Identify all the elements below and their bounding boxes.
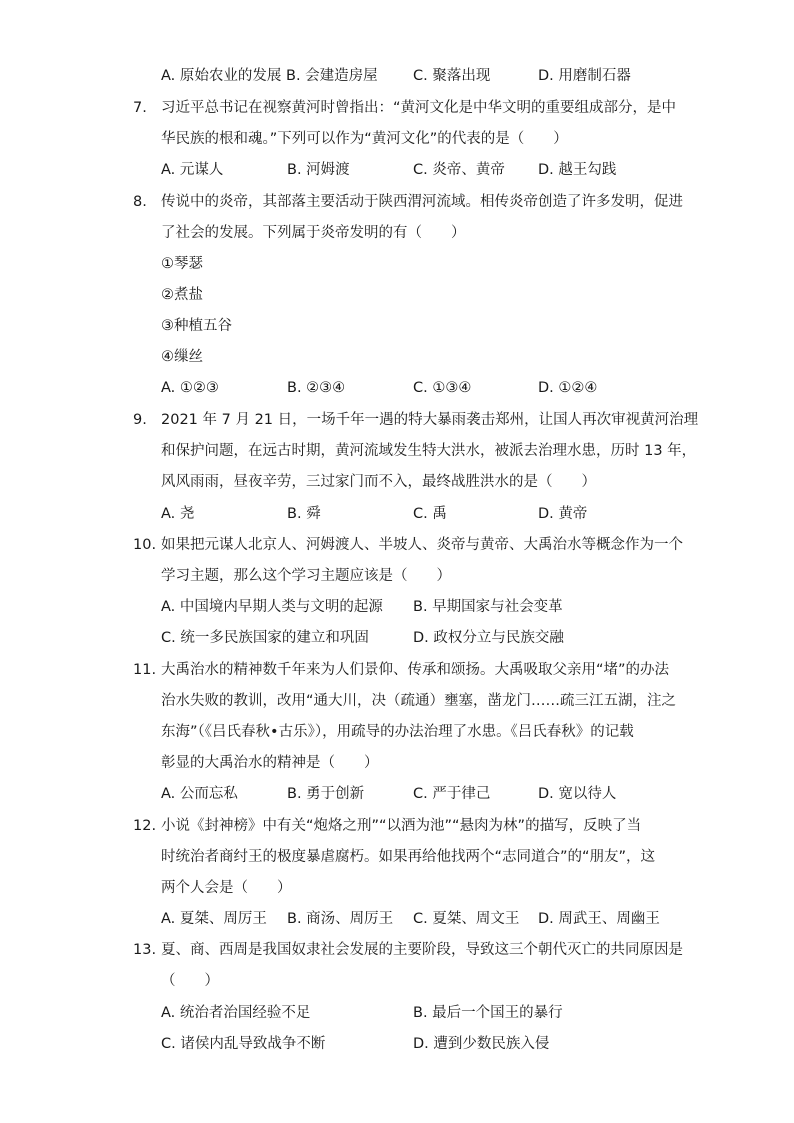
- option-b: B. 勇于创新: [287, 786, 365, 802]
- option-d: D. 越王勾践: [538, 162, 617, 178]
- question-text: （ ）: [161, 973, 219, 989]
- option-c: C. ①③④: [413, 380, 472, 396]
- numbered-item: ①琴瑟: [161, 256, 203, 272]
- option-b: B. 河姆渡: [287, 162, 350, 178]
- option-a: A. 公而忘私: [161, 786, 238, 802]
- question-text: 2021 年 7 月 21 日，一场千年一遇的特大暴雨袭击郑州，让国人再次审视黄河治理: [161, 412, 699, 428]
- option-d: D. 政权分立与民族交融: [413, 630, 564, 646]
- q6-option-d: D. 用磨制石器: [538, 68, 631, 84]
- question-text: 学习主题，那么这个学习主题应该是（ ）: [161, 568, 451, 584]
- question-number: 11.: [133, 662, 157, 678]
- option-b: B. 商汤、周厉王: [287, 911, 394, 927]
- option-b: B. 舜: [287, 506, 321, 522]
- option-d: D. 遭到少数民族入侵: [413, 1036, 550, 1052]
- question-number: 12.: [133, 818, 157, 834]
- question-text: 和保护问题，在远古时期，黄河流域发生特大洪水，被派去治理水患，历时 13 年，: [161, 443, 697, 459]
- option-d: D. 黄帝: [538, 506, 588, 522]
- question-text: 华民族的根和魂。”下列可以作为“黄河文化”的代表的是（ ）: [161, 131, 568, 147]
- option-c: C. 严于律己: [413, 786, 491, 802]
- question-text: 习近平总书记在视察黄河时曾指出：“黄河文化是中华文明的重要组成部分，是中: [161, 100, 677, 116]
- q6-option-b: B. 会建造房屋: [286, 68, 378, 84]
- option-b: B. 早期国家与社会变革: [413, 599, 563, 615]
- option-c: C. 统一多民族国家的建立和巩固: [161, 630, 369, 646]
- question-text: 了社会的发展。下列属于炎帝发明的有（ ）: [161, 225, 466, 241]
- option-d: D. 周武王、周幽王: [538, 911, 660, 927]
- question-text: 时统治者商纣王的极度暴虐腐朽。如果再给他找两个“志同道合”的“朋友”，这: [161, 849, 656, 865]
- question-text: 风风雨雨，昼夜辛劳，三过家门而不入，最终战胜洪水的是（ ）: [161, 474, 596, 490]
- q6-option-c: C. 聚落出现: [413, 68, 491, 84]
- option-a: A. 尧: [161, 506, 195, 522]
- option-b: B. 最后一个国王的暴行: [413, 1005, 563, 1021]
- question-number: 9.: [133, 412, 147, 428]
- option-c: C. 夏桀、周文王: [413, 911, 520, 927]
- question-text: 如果把元谋人北京人、河姆渡人、半坡人、炎帝与黄帝、大禹治水等概念作为一个: [161, 537, 683, 553]
- option-a: A. 统治者治国经验不足: [161, 1005, 311, 1021]
- option-d: D. ①②④: [538, 380, 598, 396]
- numbered-item: ②煮盐: [161, 287, 203, 303]
- question-number: 10.: [133, 537, 157, 553]
- option-c: C. 禹: [413, 506, 447, 522]
- question-text: 小说《封神榜》中有关“炮烙之刑”“以酒为池”“悬肉为林”的描写，反映了当: [161, 818, 642, 834]
- question-number: 8.: [133, 194, 147, 210]
- question-number: 7.: [133, 100, 147, 116]
- question-text: 治水失败的教训，改用“通大川，决（疏通）壅塞，凿龙门……疏三江五湖，注之: [161, 693, 677, 709]
- option-c: C. 诸侯内乱导致战争不断: [161, 1036, 326, 1052]
- question-text: 夏、商、西周是我国奴隶社会发展的主要阶段，导致这三个朝代灭亡的共同原因是: [161, 942, 683, 958]
- option-b: B. ②③④: [287, 380, 346, 396]
- question-text: 大禹治水的精神数千年来为人们景仰、传承和颂扬。大禹吸取父亲用“堵”的办法: [161, 662, 670, 678]
- question-text: 两个人会是（ ）: [161, 880, 292, 896]
- question-text: 东海”（《吕氏春秋•古乐》），用疏导的办法治理了水患。《吕氏春秋》的记载: [161, 724, 634, 740]
- q6-option-a: A. 原始农业的发展: [161, 68, 282, 84]
- option-a: A. 元谋人: [161, 162, 224, 178]
- question-text: 传说中的炎帝，其部落主要活动于陕西渭河流域。相传炎帝创造了许多发明，促进: [161, 194, 683, 210]
- numbered-item: ④缫丝: [161, 349, 203, 365]
- option-a: A. 夏桀、周厉王: [161, 911, 267, 927]
- question-number: 13.: [133, 942, 157, 958]
- option-a: A. ①②③: [161, 380, 219, 396]
- option-a: A. 中国境内早期人类与文明的起源: [161, 599, 383, 615]
- question-text: 彰显的大禹治水的精神是（ ）: [161, 755, 379, 771]
- numbered-item: ③种植五谷: [161, 318, 232, 334]
- option-d: D. 宽以待人: [538, 786, 617, 802]
- option-c: C. 炎帝、黄帝: [413, 162, 505, 178]
